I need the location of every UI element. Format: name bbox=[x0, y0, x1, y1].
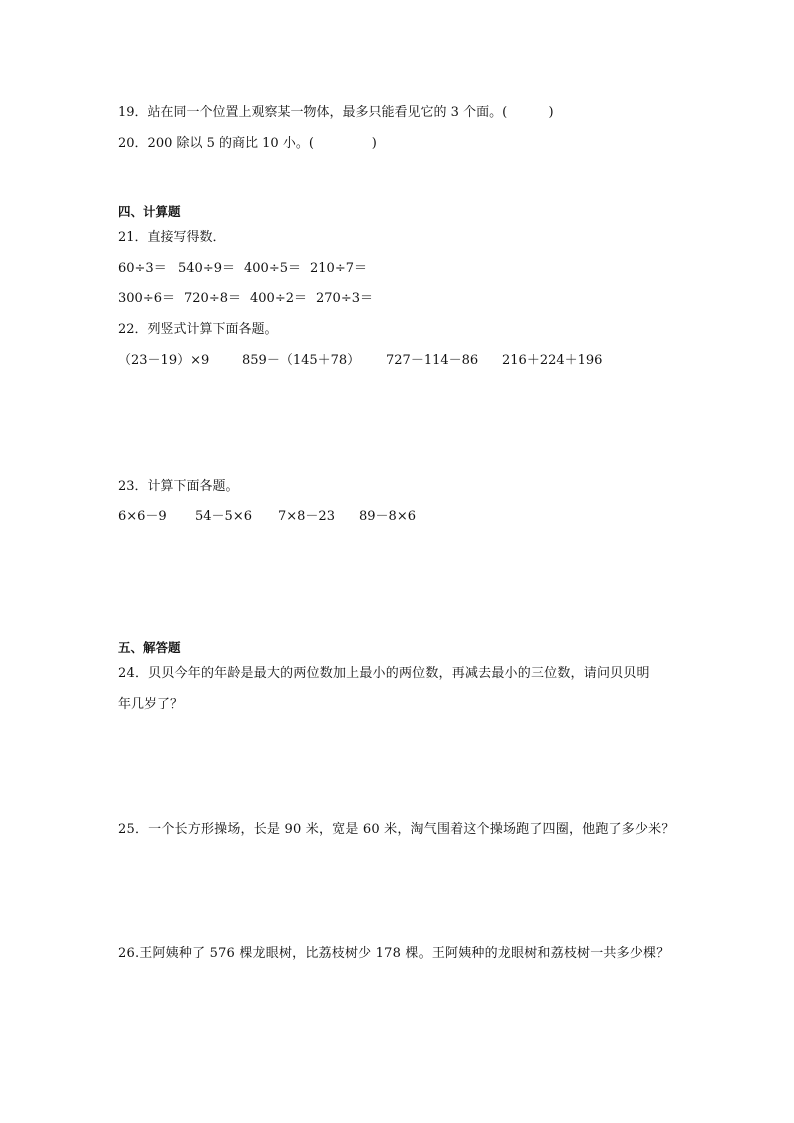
q22-items bbox=[118, 353, 603, 433]
question-24-line-1: 24．贝贝今年的年龄是最大的两位数加上最小的两位数，再减去最小的三位数，请问贝贝明 bbox=[118, 666, 650, 681]
q22-item: （23－19）×9 bbox=[118, 353, 210, 368]
question-23: 23．计算下面各题。 bbox=[118, 479, 239, 494]
section-heading-word-problems: 五、解答题 bbox=[118, 640, 181, 655]
q22-item: 859－（145＋78） bbox=[242, 353, 361, 368]
q22-item: 727－114－86 bbox=[386, 353, 479, 368]
q23-items bbox=[118, 509, 416, 589]
q22-item: 216＋224＋196 bbox=[502, 353, 603, 368]
q21-item: 720÷8＝ bbox=[184, 291, 241, 306]
question-22: 22．列竖式计算下面各题。 bbox=[118, 322, 278, 337]
question-25: 25．一个长方形操场，长是 90 米，宽是 60 米，淘气围着这个操场跑了四圈，他跑了多少米？ bbox=[118, 822, 675, 837]
q21-item: 300÷6＝ bbox=[118, 291, 175, 306]
q21-item: 210÷7＝ bbox=[310, 261, 367, 276]
q23-item: 54－5×6 bbox=[195, 509, 252, 524]
q23-item: 89－8×6 bbox=[359, 509, 416, 524]
q21-item: 540÷9＝ bbox=[178, 261, 235, 276]
q21-item: 400÷2＝ bbox=[250, 291, 307, 306]
section-heading-calculation: 四、计算题 bbox=[118, 204, 181, 219]
q23-item: 6×6－9 bbox=[118, 509, 167, 524]
question-26: 26.王阿姨种了 576 棵龙眼树，比荔枝树少 178 棵。王阿姨种的龙眼树和荔枝树一共多少棵？ bbox=[118, 946, 670, 961]
q21-item: 270÷3＝ bbox=[316, 291, 373, 306]
q21-item: 60÷3＝ bbox=[118, 261, 167, 276]
q23-item: 7×8－23 bbox=[278, 509, 335, 524]
question-20: 20．200 除以 5 的商比 10 小。( ) bbox=[118, 136, 377, 151]
question-21: 21．直接写得数． bbox=[118, 230, 226, 245]
question-24-line-2: 年几岁了？ bbox=[118, 697, 184, 712]
question-19: 19．站在同一个位置上观察某一物体，最多只能看见它的 3 个面。( ) bbox=[118, 105, 554, 120]
q21-item: 400÷5＝ bbox=[244, 261, 301, 276]
